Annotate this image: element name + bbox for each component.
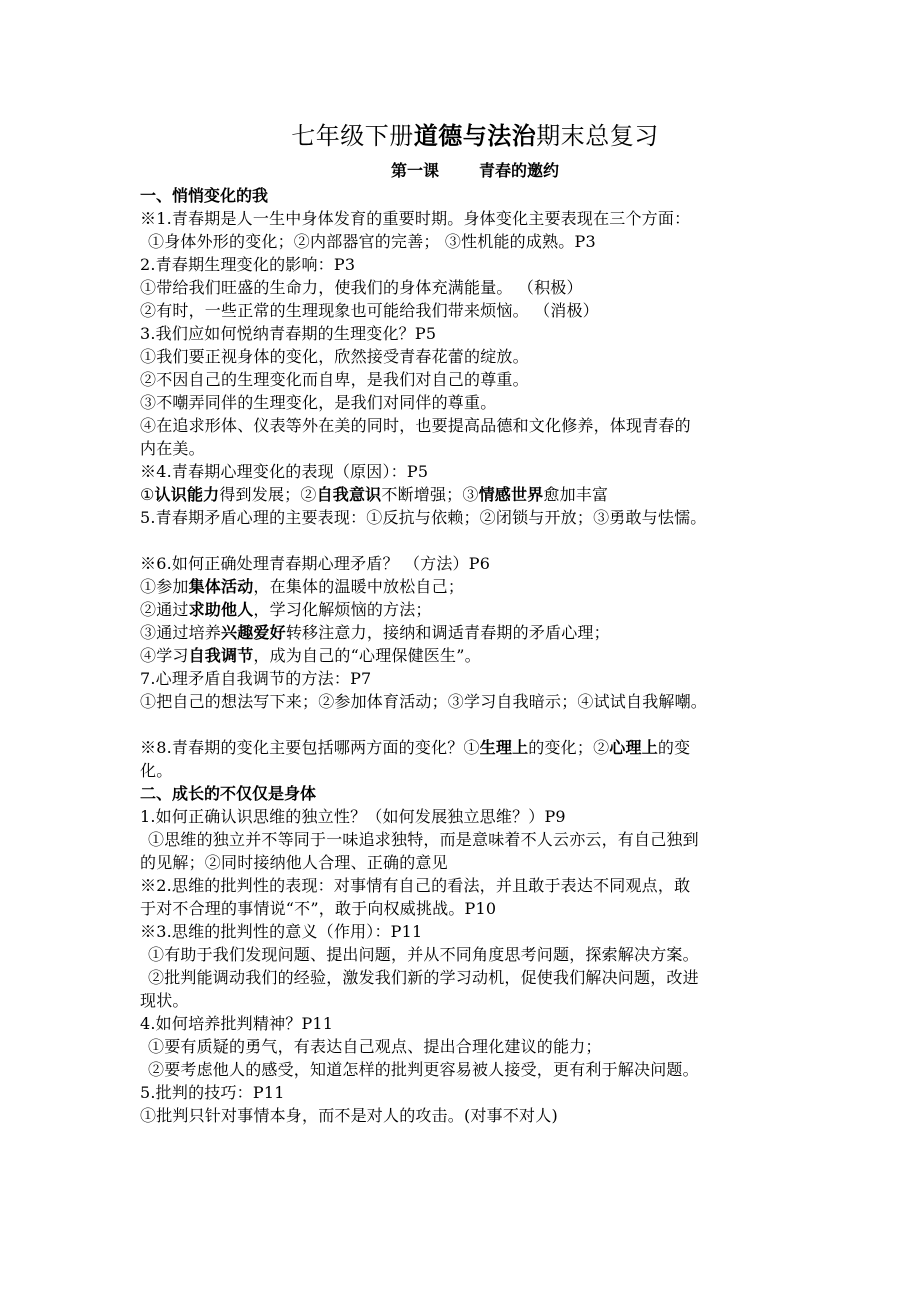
text-line: 于对不合理的事情说“不”，敢于向权威挑战。P10	[140, 899, 497, 918]
text-line: ②通过求助他人，学习化解烦恼的方法；	[140, 600, 432, 619]
section-heading-2: 二、成长的不仅仅是身体	[140, 784, 317, 803]
text-line: 4.如何培养批判精神？P11	[140, 1014, 334, 1033]
text-line: ※6.如何正确处理青春期心理矛盾？ （方法）P6	[140, 554, 491, 573]
lesson-heading: 第一课 青春的邀约	[390, 161, 560, 180]
text-line: ①身体外形的变化；②内部器官的完善； ③性机能的成熟。P3	[148, 232, 596, 251]
text-line: ④在追求形体、仪表等外在美的同时，也要提高品德和文化修养，体现青春的	[140, 416, 691, 435]
text-line: 化。	[140, 761, 173, 780]
text-line: 2.青春期生理变化的影响：P3	[140, 255, 356, 274]
text-line: ①要有质疑的勇气，有表达自己观点、提出合理化建议的能力；	[148, 1037, 602, 1056]
text-line: 7.心理矛盾自我调节的方法：P7	[140, 669, 372, 688]
text-line: 5.批判的技巧：P11	[140, 1083, 285, 1102]
blank-line	[140, 713, 790, 736]
text-line: ※4.青春期心理变化的表现（原因）：P5	[140, 462, 429, 481]
text-line: ③不嘲弄同伴的生理变化，是我们对同伴的尊重。	[140, 393, 497, 412]
text-line: ①批判只针对事情本身，而不是对人的攻击。(对事不对人)	[140, 1106, 558, 1125]
text-line: ①有助于我们发现问题、提出问题，并从不同角度思考问题，探索解决方案。	[148, 945, 699, 964]
text-line: 5.青春期矛盾心理的主要表现：①反抗与依赖；②闭锁与开放；③勇敢与怯懦。	[140, 508, 707, 527]
text-line: ②不因自己的生理变化而自卑，是我们对自己的尊重。	[140, 370, 529, 389]
document-title: 七年级下册道德与法治期末总复习	[291, 122, 659, 150]
text-line: ※2.思维的批判性的表现：对事情有自己的看法，并且敢于表达不同观点，敢	[140, 876, 691, 895]
text-line: 3.我们应如何悦纳青春期的生理变化？P5	[140, 324, 437, 343]
text-line: ※3.思维的批判性的意义（作用）：P11	[140, 922, 423, 941]
text-line: 现状。	[140, 991, 189, 1010]
blank-line	[140, 529, 790, 552]
text-line: ①我们要正视身体的变化，欣然接受青春花蕾的绽放。	[140, 347, 529, 366]
text-line: ②要考虑他人的感受，知道怎样的批判更容易被人接受，更有利于解决问题。	[148, 1060, 699, 1079]
text-line: 的见解；②同时接纳他人合理、正确的意见	[140, 853, 448, 872]
text-line: ①思维的独立并不等同于一味追求独特，而是意味着不人云亦云，有自己独到	[148, 830, 699, 849]
text-line: ①带给我们旺盛的生命力，使我们的身体充满能量。 （积极）	[140, 278, 583, 297]
text-line: ①认识能力得到发展；②自我意识不断增强；③情感世界愈加丰富	[140, 485, 609, 504]
text-line: ②批判能调动我们的经验，激发我们新的学习动机，促使我们解决问题，改进	[148, 968, 699, 987]
text-line: 内在美。	[140, 439, 205, 458]
section-heading-1: 一、悄悄变化的我	[140, 186, 269, 205]
text-line: ②有时，一些正常的生理现象也可能给我们带来烦恼。 （消极）	[140, 301, 599, 320]
text-line: ※8.青春期的变化主要包括哪两方面的变化？①生理上的变化；②心理上的变	[140, 738, 691, 757]
text-line: ③通过培养兴趣爱好转移注意力，接纳和调适青春期的矛盾心理；	[140, 623, 610, 642]
text-line: ④学习自我调节，成为自己的“心理保健医生”。	[140, 646, 481, 665]
text-line: 1.如何正确认识思维的独立性？（如何发展独立思维？）P9	[140, 807, 566, 826]
text-line: ①参加集体活动，在集体的温暖中放松自己；	[140, 577, 465, 596]
text-line: ※1.青春期是人一生中身体发育的重要时期。身体变化主要表现在三个方面：	[140, 209, 691, 228]
text-line: ①把自己的想法写下来；②参加体育活动；③学习自我暗示；④试试自我解嘲。	[140, 692, 708, 711]
